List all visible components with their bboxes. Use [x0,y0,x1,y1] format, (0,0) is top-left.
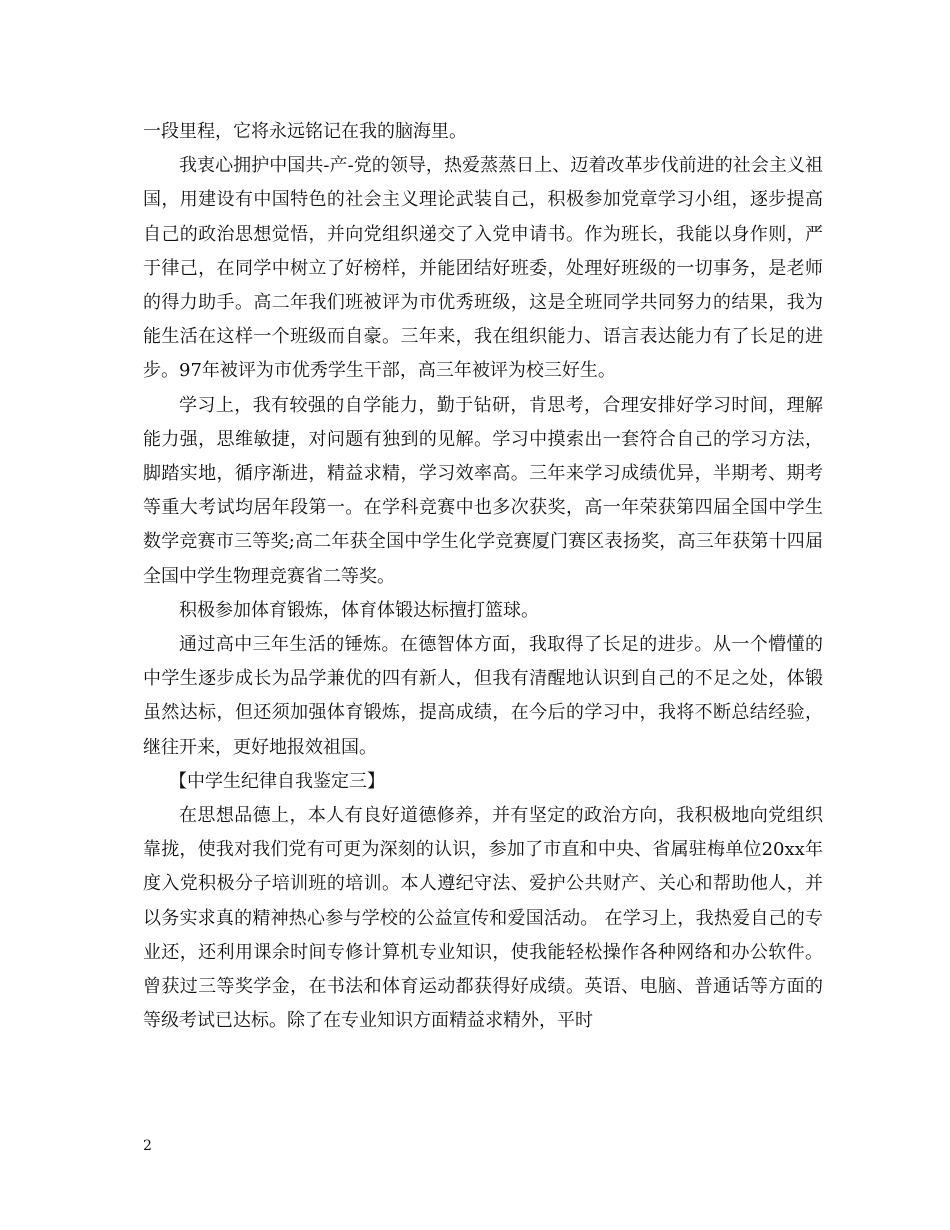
paragraph-political-stance: 我衷心拥护中国共-产-党的领导，热爱蒸蒸日上、迈着改革步伐前进的社会主义祖国，用建设有中国特色的社会主义理论武装自己，积极参加党章学习小组，逐步提高自己的政治思想觉悟，并向党组织递交了入党申请书。作为班长，我能以身作则，严于律己，在同学中树立了好榜样，并能团结好班委，处理好班级的一切事务，是老师的得力助手。高二年我们班被评为市优秀班级，这是全班同学共同努力的结果，我为能生活在这样一个班级而自豪。三年来，我在组织能力、语言表达能力有了长足的进步。97年被评为市优秀学生干部，高三年被评为校三好生。 [143,155,823,382]
document-body [143,115,823,1038]
paragraph-moral-character: 在思想品德上，本人有良好道德修养，并有坚定的政治方向，我积极地向党组织靠拢，使我对我们党有可更为深刻的认识，参加了市直和中央、省属驻梅单位20xx年度入党积极分子培训班的培训。本人遵纪守法、爱护公共财产、关心和帮助他人，并以务实求真的精神热心参与学校的公益宣传和爱国活动。 在学习上，我热爱自己的专业还，还利用课余时间专修计算机专业知识，使我能轻松操作各种网络和办公软件。曾获过三等奖学金，在书法和体育运动都获得好成绩。英语、电脑、普通话等方面的等级考试已达标。除了在专业知识方面精益求精外，平时 [143,805,823,1032]
page-number: 2 [143,1138,152,1154]
paragraph-summary: 通过高中三年生活的锤炼。在德智体方面，我取得了长足的进步。从一个懵懂的中学生逐步成长为品学兼优的四有新人，但我有清醒地认识到自己的不足之处，体锻虽然达标，但还须加强体育锻炼，提高成绩，在今后的学习中，我将不断总结经验，继往开来，更好地报效祖国。 [143,634,823,758]
paragraph-sports: 积极参加体育锻炼，体育体锻达标擅打篮球。 [179,599,539,621]
paragraph-study: 学习上，我有较强的自学能力，勤于钻研，肯思考，合理安排好学习时间，理解能力强，思维敏捷，对问题有独到的见解。学习中摸索出一套符合自己的学习方法，脚踏实地，循序渐进，精益求精，学习效率高。三年来学习成绩优异，半期考、期考等重大考试均居年段第一。在学科竞赛中也多次获奖，高一年荣获第四届全国中学生数学竞赛市三等奖;高二年获全国中学生化学竞赛厦门赛区表扬奖，高三年获第十四届全国中学生物理竞赛省二等奖。 [143,394,823,587]
section-heading: 【中学生纪律自我鉴定三】 [169,770,385,792]
paragraph-continuation: 一段里程，它将永远铭记在我的脑海里。 [143,121,467,142]
